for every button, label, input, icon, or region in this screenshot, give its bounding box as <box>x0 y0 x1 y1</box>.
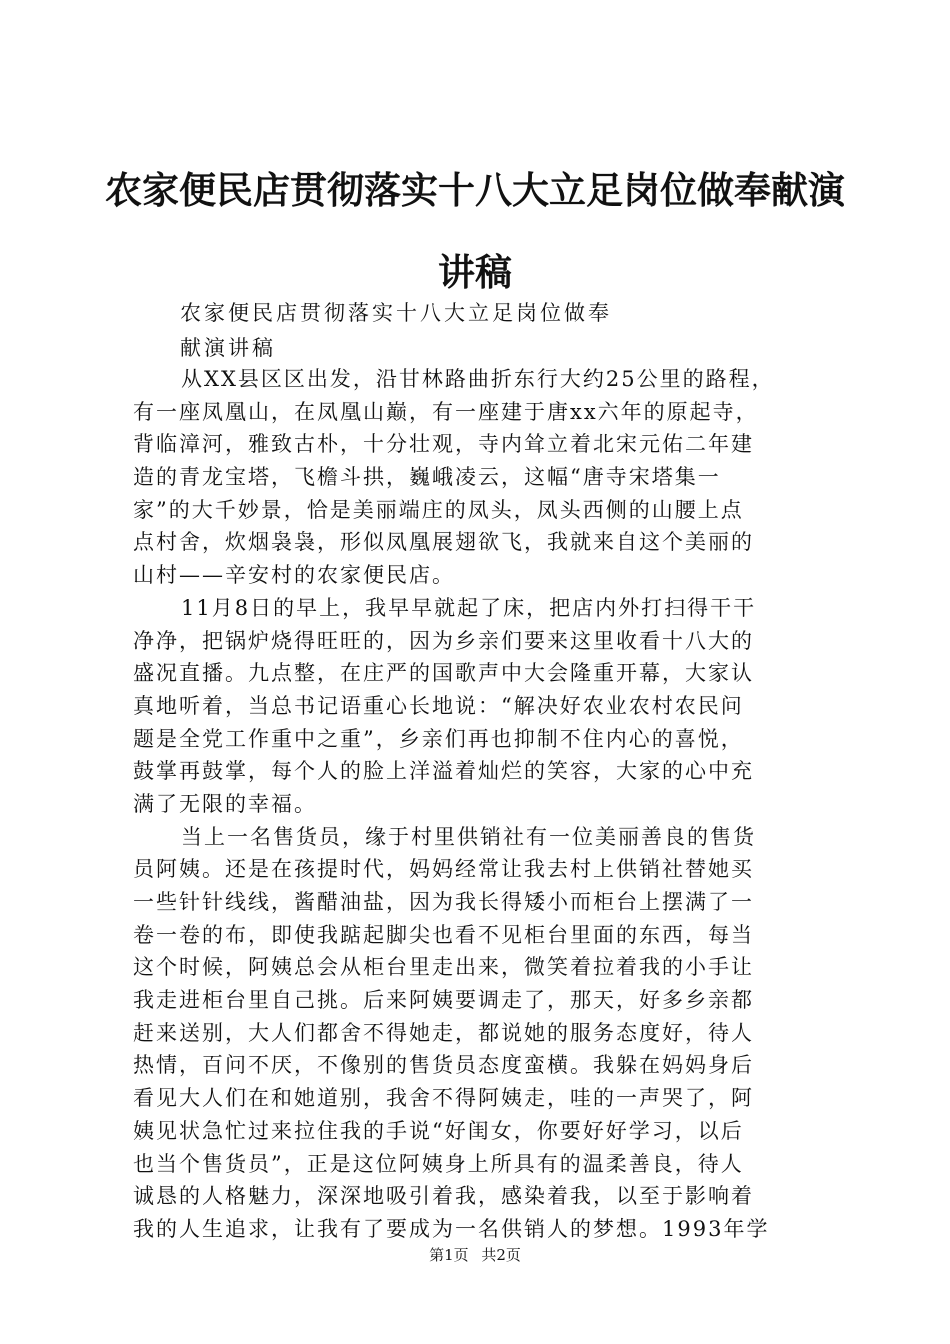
body-line: 也当个售货员”，正是这位阿姨身上所具有的温柔善良，待人 <box>133 1151 744 1176</box>
page-footer <box>0 1244 950 1265</box>
document-body <box>133 363 833 1246</box>
body-line: 看见大人们在和她道别，我舍不得阿姨走，哇的一声哭了，阿 <box>133 1086 754 1111</box>
body-line: 11月8日的早上，我早早就起了床，把店内外打扫得干干 <box>181 595 757 620</box>
body-line: 背临漳河，雅致古朴，十分壮观，寺内耸立着北宋元佑二年建 <box>133 432 754 457</box>
page-total: 共2页 <box>481 1246 521 1264</box>
body-line: 从XX县区区出发，沿甘林路曲折东行大约25公里的路程， <box>181 367 775 391</box>
body-line: 我的人生追求，让我有了要成为一名供销人的梦想。1993年学 <box>133 1216 770 1241</box>
document-subtitle-line-1: 农家便民店贯彻落实十八大立足岗位做奉 <box>180 301 612 325</box>
body-line: 员阿姨。还是在孩提时代，妈妈经常让我去村上供销社替她买 <box>133 857 754 882</box>
body-line: 家”的大千妙景，恰是美丽端庄的凤头，凤头西侧的山腰上点 <box>133 497 744 522</box>
body-line: 山村——辛安村的农家便民店。 <box>133 563 455 588</box>
body-line: 有一座凤凰山，在凤凰山巅，有一座建于唐xx六年的原起寺， <box>133 399 759 424</box>
body-line: 一些针针线线，酱醋油盐，因为我长得矮小而柜台上摆满了一 <box>133 890 754 914</box>
body-line: 点村舍，炊烟袅袅，形似凤凰展翅欲飞，我就来自这个美丽的 <box>133 530 754 555</box>
body-line: 盛况直播。九点整，在庄严的国歌声中大会隆重开幕，大家认 <box>133 661 754 686</box>
body-line: 这个时候，阿姨总会从柜台里走出来，微笑着拉着我的小手让 <box>133 955 754 980</box>
body-line: 赶来送别，大人们都舍不得她走，都说她的服务态度好，待人 <box>133 1020 754 1045</box>
body-line: 热情，百问不厌，不像别的售货员态度蛮横。我躲在妈妈身后 <box>133 1053 754 1078</box>
body-line: 净净，把锅炉烧得旺旺的，因为乡亲们要来这里收看十八大的 <box>133 628 754 653</box>
document-title-line-2: 讲稿 <box>438 250 512 294</box>
body-line: 卷一卷的布，即使我踮起脚尖也看不见柜台里面的东西，每当 <box>133 922 754 947</box>
body-line: 造的青龙宝塔，飞檐斗拱，巍峨凌云，这幅“唐寺宋塔集一 <box>133 465 721 490</box>
body-line: 鼓掌再鼓掌，每个人的脸上洋溢着灿烂的笑容，大家的心中充 <box>133 759 754 784</box>
document-subtitle-line-2: 献演讲稿 <box>180 336 276 360</box>
body-line: 题是全党工作重中之重”，乡亲们再也抑制不住内心的喜悦， <box>133 726 744 751</box>
body-line: 我走进柜台里自己挑。后来阿姨要调走了，那天，好多乡亲都 <box>133 988 754 1013</box>
body-line: 当上一名售货员，缘于村里供销社有一位美丽善良的售货 <box>181 824 756 849</box>
body-line: 满了无限的幸福。 <box>133 791 317 816</box>
document-title-line-1: 农家便民店贯彻落实十八大立足岗位做奉献演 <box>105 168 845 212</box>
body-line: 真地听着，当总书记语重心长地说：“解决好农业农村农民问 <box>133 693 744 718</box>
page-number: 第1页 <box>429 1246 469 1264</box>
body-line: 诚恳的人格魅力，深深地吸引着我，感染着我，以至于影响着 <box>133 1184 754 1209</box>
body-line: 姨见状急忙过来拉住我的手说“好闺女，你要好好学习，以后 <box>133 1118 744 1143</box>
